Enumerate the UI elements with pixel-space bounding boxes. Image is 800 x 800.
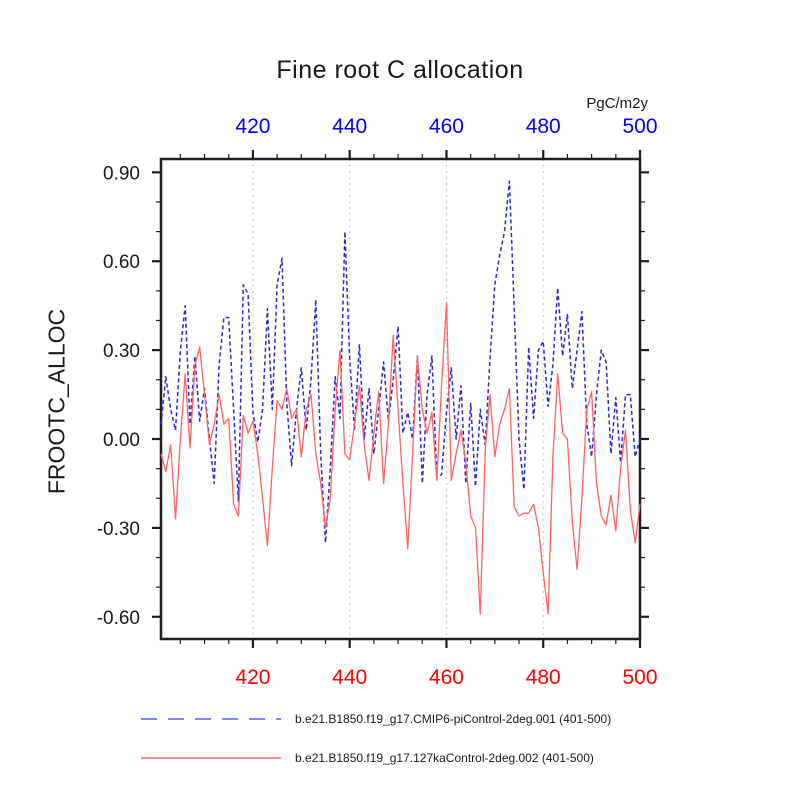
top-axis-tick-label: 480 (525, 115, 561, 138)
top-axis-tick-label: 500 (622, 115, 658, 138)
y-axis-tick-label: -0.30 (96, 518, 140, 540)
chart-title: Fine root C allocation (276, 56, 524, 84)
bottom-axis-tick-label: 460 (428, 666, 464, 689)
bottom-axis-tick-label: 480 (525, 666, 561, 689)
top-axis-unit-label: PgC/m2y (586, 95, 648, 112)
bottom-axis-tick-label: 420 (235, 666, 271, 689)
y-axis-title: FROOTC_ALLOC (43, 308, 70, 495)
y-axis-tick-label: -0.60 (96, 607, 140, 629)
legend-entry-127kacontrol-label: b.e21.B1850.f19_g17.127kaControl-2deg.002 (401-500) (295, 751, 594, 765)
top-axis-tick-label: 440 (332, 115, 368, 138)
top-axis-tick-label: 420 (235, 115, 271, 138)
y-axis-tick-label: 0.30 (103, 341, 140, 363)
series-127kacontrol-line (161, 303, 640, 614)
bottom-axis-tick-label: 500 (622, 666, 658, 689)
top-axis-tick-label: 460 (428, 115, 464, 138)
y-axis-tick-label: 0.60 (103, 252, 140, 274)
y-axis-tick-label: 0.00 (103, 430, 140, 451)
y-axis-tick-label: 0.90 (103, 163, 140, 185)
bottom-axis-tick-label: 440 (332, 666, 368, 689)
legend-entry-picontrol-label: b.e21.B1850.f19_g17.CMIP6-piControl-2deg.001 (401-500) (295, 712, 612, 726)
